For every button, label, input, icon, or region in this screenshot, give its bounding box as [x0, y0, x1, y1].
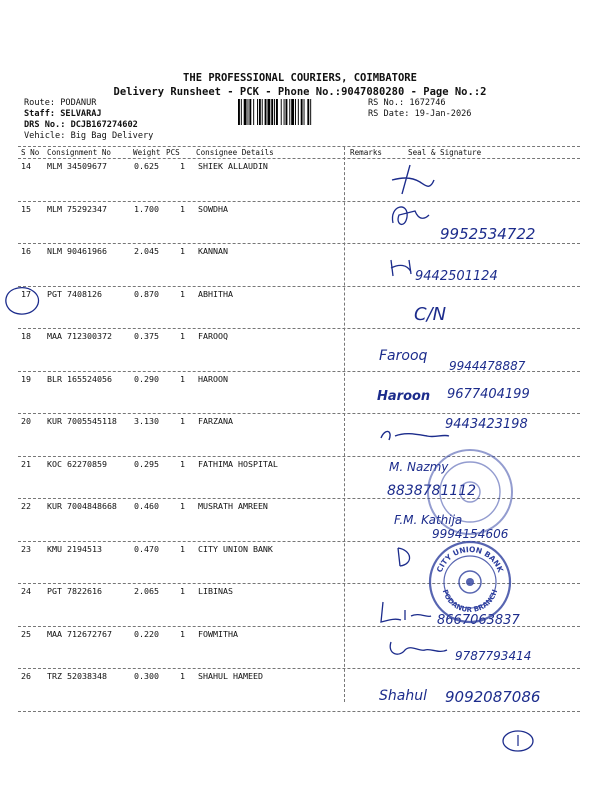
row-sno: 16: [21, 246, 31, 256]
row-sno: 23: [21, 543, 31, 554]
barcode-bar: [295, 99, 296, 125]
row-consignment-no: KUR 7004848668: [47, 501, 117, 511]
stamp-text-top: CITY UNION BANK: [434, 544, 506, 574]
row-weight: 0.625: [134, 161, 159, 171]
row-consignment-no: MLM 75292347: [47, 203, 107, 214]
col-header-seal: Seal & Signature: [408, 148, 482, 157]
barcode-bar: [298, 99, 299, 125]
row-sno: 18: [21, 331, 31, 341]
row-weight: 0.295: [134, 458, 159, 469]
row-consignee: HAROON: [198, 373, 228, 384]
barcode-bar: [281, 99, 282, 125]
circle-mark-bottom-icon: [498, 728, 538, 754]
barcode-bar: [276, 99, 278, 125]
row-consignee: ABHITHA: [198, 288, 233, 299]
phone-19: 9677404199: [447, 387, 530, 402]
rs-date: RS Date: 19-Jan-2026: [368, 109, 472, 119]
barcode-bar: [259, 99, 261, 125]
row-sno: 24: [21, 586, 31, 596]
vehicle-label: Vehicle: Big Bag Delivery: [24, 131, 154, 141]
row-sno: 20: [21, 416, 31, 426]
row-consignment-no: TRZ 52038348: [47, 671, 107, 681]
barcode-bar: [286, 99, 288, 125]
row-pcs: 1: [180, 373, 185, 384]
row-pcs: 1: [180, 543, 185, 554]
barcode-bar: [253, 99, 254, 125]
row-pcs: 1: [180, 628, 185, 639]
row-consignment-no: KOC 62270859: [47, 458, 107, 469]
row-weight: 2.045: [134, 246, 159, 256]
barcode-bar: [265, 99, 267, 125]
row-sno: 26: [21, 671, 31, 681]
row-consignee: FARZANA: [198, 416, 233, 426]
note-row-17: [410, 294, 470, 328]
phone-26: 9092087086: [445, 688, 541, 706]
barcode-bar: [271, 99, 273, 125]
stamp-text-bottom: PODANUR BRANCH: [440, 588, 500, 615]
phone-15: 9952534722: [440, 225, 536, 243]
row-consignment-no: NLM 90461966: [47, 246, 107, 256]
row-weight: 0.460: [134, 501, 159, 511]
row-consignment-no: MLM 34509677: [47, 161, 107, 171]
barcode-bar: [310, 99, 311, 125]
barcode-bar: [257, 99, 258, 125]
barcode-bar: [238, 99, 240, 125]
phone-20: 9443423198: [445, 417, 528, 432]
col-header-consignment: Consignment No: [47, 148, 112, 157]
barcode-bar: [244, 99, 247, 125]
row-weight: 3.130: [134, 416, 159, 426]
runsheet-title: Delivery Runsheet - PCK - Phone No.:9047080280 - Page No.:2: [113, 86, 487, 98]
row-sno: 14: [21, 161, 31, 171]
name-19: Haroon: [377, 389, 431, 404]
bank-seal-icon: [425, 447, 515, 537]
barcode-bar: [262, 99, 263, 125]
row-sno: 25: [21, 628, 31, 639]
col-header-weight: Weight: [133, 148, 161, 157]
col-header-remarks: Remarks: [350, 148, 383, 157]
row-sno: 21: [21, 458, 31, 469]
company-name: THE PROFESSIONAL COURIERS, COIMBATORE: [183, 72, 417, 84]
row-sno: 15: [21, 203, 31, 214]
row-pcs: 1: [180, 671, 185, 681]
header-bottom-rule: [18, 158, 580, 159]
phone-18: 9944478887: [449, 359, 526, 373]
row-consignee: LIBINAS: [198, 586, 233, 596]
route-label: Route: PODANUR: [24, 98, 97, 108]
row-consignee: KANNAN: [198, 246, 228, 256]
row-pcs: 1: [180, 331, 185, 341]
phone-25: 9787793414: [455, 649, 532, 663]
phone-21: 8838781112: [387, 483, 477, 499]
row-weight: 2.065: [134, 586, 159, 596]
row-consignment-no: PGT 7822616: [47, 586, 102, 596]
rs-info: [368, 98, 471, 120]
barcode-bar: [289, 99, 290, 125]
row-consignment-no: KUR 7005545118: [47, 416, 117, 426]
drs-number: DRS No.: DCJB167274602: [24, 120, 138, 130]
barcode-bar: [291, 99, 294, 125]
row-consignee: SHIEK ALLAUDIN: [198, 161, 268, 171]
barcode-bar: [267, 99, 270, 125]
circle-mark-icon: [0, 282, 50, 318]
row-consignee: FATHIMA HOSPITAL: [198, 458, 278, 469]
phone-24: 8667063837: [437, 613, 520, 628]
row-consignee: FAROOQ: [198, 331, 228, 341]
barcode-bar: [248, 99, 249, 125]
barcode-bar: [301, 99, 303, 125]
row-pcs: 1: [180, 416, 185, 426]
row-weight: 0.290: [134, 373, 159, 384]
phone-22: 9994154606: [432, 527, 509, 541]
row-divider: [18, 328, 580, 329]
cn-note: C/N: [414, 304, 447, 325]
row-weight: 0.375: [134, 331, 159, 341]
header-top-rule: [18, 146, 580, 147]
col-header-sno: S No: [21, 148, 40, 157]
row-weight: 0.300: [134, 671, 159, 681]
row-consignee: SHAHUL HAMEED: [198, 671, 263, 681]
barcode-bar: [304, 99, 305, 125]
row-sno: 22: [21, 501, 31, 511]
row-pcs: 1: [180, 161, 185, 171]
signature-row-14: [380, 160, 460, 200]
row-pcs: 1: [180, 458, 185, 469]
signature-row-18: [375, 336, 575, 376]
remarks-divider: [344, 147, 345, 702]
row-weight: 0.870: [134, 288, 159, 299]
barcode-bar: [274, 99, 275, 125]
row-consignment-no: MAA 712672767: [47, 628, 112, 639]
row-weight: 1.700: [134, 203, 159, 214]
row-consignee: CITY UNION BANK: [198, 543, 273, 554]
signature-row-20: [375, 410, 575, 450]
row-sno: 19: [21, 373, 31, 384]
staff-label: Staff: SELVARAJ: [24, 109, 102, 119]
row-consignment-no: PGT 7408126: [47, 288, 102, 299]
row-consignment-no: KMU 2194513: [47, 543, 102, 554]
row-pcs: 1: [180, 246, 185, 256]
row-pcs: 1: [180, 288, 185, 299]
row-pcs: 1: [180, 586, 185, 596]
phone-16: 9442501124: [415, 269, 498, 284]
rs-number: RS No.: 1672746: [368, 98, 446, 108]
col-header-pcs: PCS: [166, 148, 180, 157]
signature-row-25: [385, 636, 585, 668]
signature-row-15: [385, 195, 585, 250]
row-sno: 17: [21, 288, 31, 299]
row-consignee: SOWDHA: [198, 203, 228, 214]
name-22: F.M. Kathija: [394, 513, 463, 527]
signature-row-16: [385, 250, 545, 290]
row-weight: 0.220: [134, 628, 159, 639]
barcode-bar: [284, 99, 285, 125]
name-18: Farooq: [379, 348, 428, 364]
row-pcs: 1: [180, 501, 185, 511]
bank-stamp-icon: [428, 540, 513, 625]
name-26: Shahul: [379, 688, 427, 704]
signature-row-26: [375, 678, 585, 712]
row-consignee: FOWMITHA: [198, 628, 238, 639]
barcode-bar: [307, 99, 309, 125]
row-weight: 0.470: [134, 543, 159, 554]
barcode-icon: [238, 99, 362, 125]
signature-row-19: [375, 378, 575, 410]
row-consignment-no: MAA 712300372: [47, 331, 112, 341]
col-header-consignee: Consignee Details: [196, 148, 274, 157]
row-pcs: 1: [180, 203, 185, 214]
barcode-bar: [241, 99, 242, 125]
name-21: M. Nazmy: [389, 460, 449, 474]
row-consignment-no: BLR 165524056: [47, 373, 112, 384]
row-divider: [18, 668, 580, 669]
row-consignee: MUSRATH AMREEN: [198, 501, 268, 511]
route-info: [24, 98, 153, 142]
barcode-bar: [249, 99, 251, 125]
